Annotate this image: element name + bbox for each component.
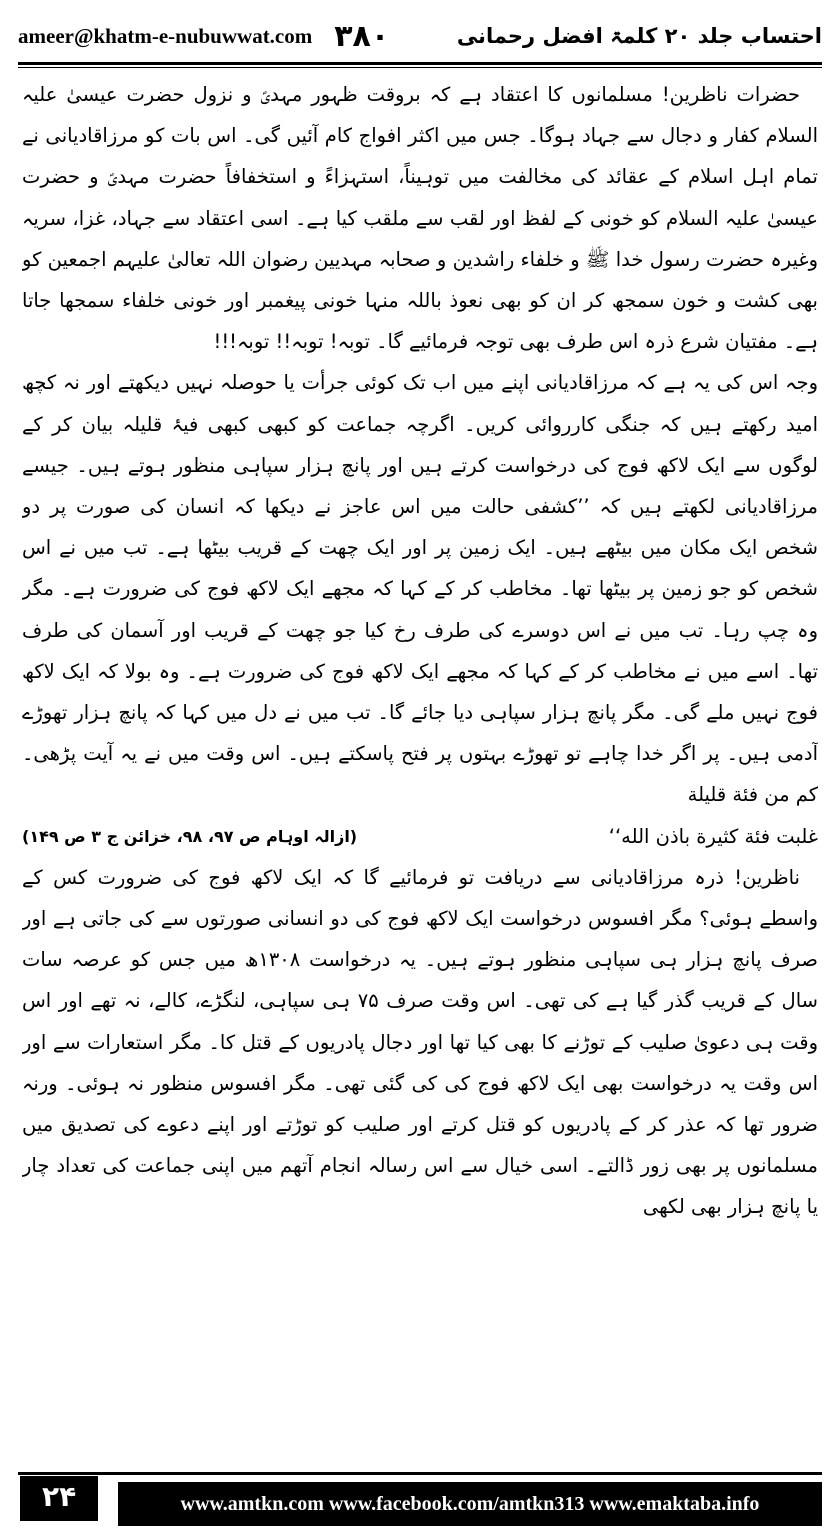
footer-divider bbox=[18, 1472, 822, 1475]
citation-reference: (ازالہ اوہام ص ۹۷، ۹۸، خزائن ج ۳ ص ۱۴۹) bbox=[22, 826, 358, 846]
paragraph-1: حضرات ناظرین! مسلمانوں کا اعتقاد ہے کہ بروقت ظہور مہدیؑ و نزول حضرت عیسیٰ علیہ السلام کفار و دجال سے جہاد ہوگا۔ جس میں اکثر افواج کام آئیں گی۔ اس بات کو مرزاقادیانی نے تمام اہل اسلام کے عقائد کی مخالفت میں توہیناً، استہزاءً و استخفافاً حضرت مہدیؑ و حضرت عیسیٰ علیہ السلام کو خونی کے لفظ اور لقب سے ملقب کیا ہے۔ اسی اعتقاد سے جہاد، غزا، سریہ وغیرہ حضرت رسول خدا ﷺ و خلفاء راشدین و صحابہ مہدیین رضوان اللہ تعالیٰ علیہم اجمعین کو بھی کشت و خون سمجھ کر ان کو بھی نعوذ باللہ منہا خونی پیغمبر اور خونی خلفاء سمجھا جاتا ہے۔ مفتیان شرع ذرہ اس طرف بھی توجہ فرمائیے گا۔ توبہ! توبہ!! توبہ!!! bbox=[22, 83, 818, 354]
page-number: ۳۸۰ bbox=[334, 18, 390, 54]
header-email[interactable]: ameer@khatm-e-nubuwwat.com bbox=[18, 23, 313, 48]
footer-links[interactable]: www.amtkn.com www.facebook.com/amtkn313 www.emaktaba.info bbox=[118, 1482, 822, 1526]
quote-end: غلبت فئة كثيرة باذن الله‘‘ bbox=[608, 824, 818, 848]
header-divider bbox=[18, 62, 822, 68]
quote-citation-line bbox=[22, 816, 818, 857]
paragraph-3: ناظرین! ذرہ مرزاقادیانی سے دریافت تو فرمائیے گا کہ ایک لاکھ فوج کی ضرورت کس کے واسطے ہوئی؟ مگر افسوس درخواست ایک لاکھ فوج کی دو انسانی صورتوں سے کی جاتی ہے اور صرف پانچ ہزار ہی سپاہی منظور ہوتے ہیں۔ یہ درخواست ۱۳۰۸ھ میں جس کو عرصہ سات سال کے قریب گذر گیا ہے کی تھی۔ اس وقت صرف ۷۵ ہی سپاہی، لنگڑے، کالے، نہ تھے اور اس وقت ہی دعویٰ صلیب کے توڑنے کا بھی کیا تھا اور دجال پادریوں کے قتل کا۔ مگر استعارات سے اور اس وقت یہ درخواست بھی ایک لاکھ فوج کی کی گئی تھی۔ مگر افسوس منظور نہ ہوئی۔ ورنہ ضرور تھا کہ عذر کر کے پادریوں کو قتل کرتے اور صلیب کو توڑتے اور اپنے دعوے کی تصدیق میں مسلمانوں پر بھی زور ڈالتے۔ اسی خیال سے اس رسالہ انجام آتھم میں اپنی جماعت کی تعداد چار یا پانچ ہزار بھی لکھی bbox=[22, 865, 818, 1219]
page-footer bbox=[0, 1466, 840, 1540]
header-left bbox=[18, 19, 389, 54]
page-header bbox=[18, 14, 822, 58]
paragraph-2: وجہ اس کی یہ ہے کہ مرزاقادیانی اپنے میں اب تک کوئی جرأت یا حوصلہ نہیں دیکھتے اور نہ کچھ امید رکھتے ہیں کہ جنگی کارروائی کریں۔ اگرچہ جماعت کو کبھی کبھی فیۂ قلیلہ بیان کر کے لوگوں سے ایک لاکھ فوج کی درخواست کرتے ہیں اور پانچ ہزار سپاہی منظور ہوتے ہیں۔ جیسے مرزاقادیانی لکھتے ہیں کہ ’’کشفی حالت میں اس عاجز نے دیکھا کہ انسان کی صورت پر دو شخص ایک مکان میں بیٹھے ہیں۔ ایک زمین پر اور ایک چھت کے قریب بیٹھا ہے۔ تب میں نے اس شخص کو جو زمین پر بیٹھا تھا۔ مخاطب کر کے کہا کہ مجھے ایک لاکھ فوج کی ضرورت ہے۔ مگر وہ چپ رہا۔ تب میں نے اس دوسرے کی طرف رخ کیا جو چھت کے قریب اور آسمان کی طرف تھا۔ اسے میں نے مخاطب کر کے کہا کہ مجھے ایک لاکھ فوج کی ضرورت ہے۔ وہ بولا کہ ایک لاکھ فوج نہیں ملے گی۔ مگر پانچ ہزار سپاہی دیا جائے گا۔ تب میں نے دل میں کہا کہ پانچ ہزار تھوڑے آدمی ہیں۔ پر اگر خدا چاہے تو تھوڑے بہتوں پر فتح پاسکتے ہیں۔ اس وقت میں نے یہ آیت پڑھی۔ کم من فئة قليلة bbox=[22, 371, 818, 807]
page-body bbox=[22, 74, 818, 1458]
footer-page-marker: ۲۴ bbox=[20, 1476, 98, 1521]
book-title: احتساب جلد ۲۰ کلمۃ افضل رحمانی bbox=[456, 24, 822, 48]
